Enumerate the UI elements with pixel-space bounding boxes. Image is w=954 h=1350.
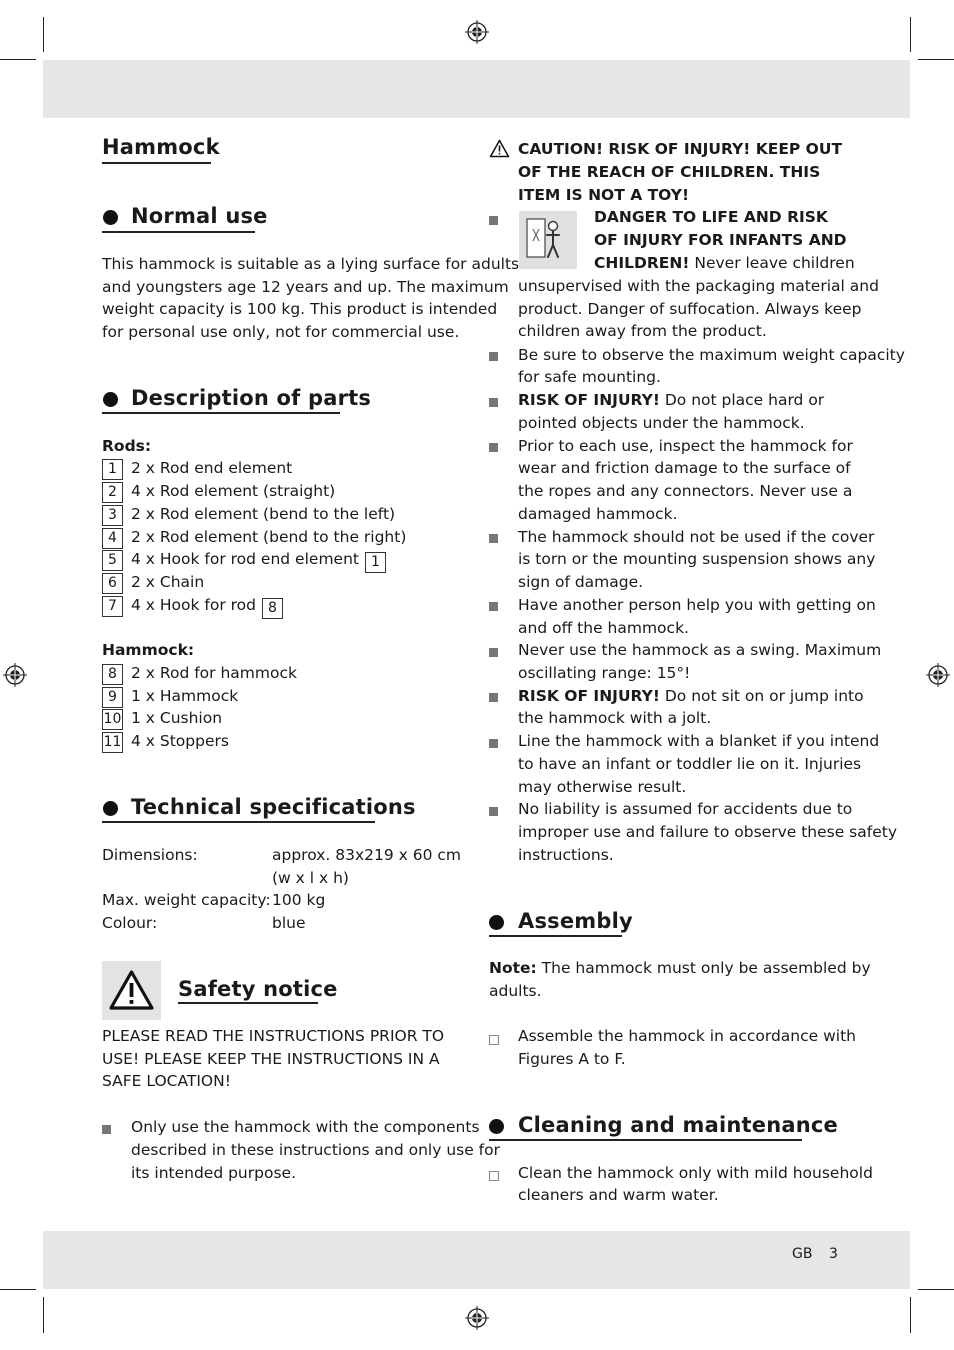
section-bullet-icon xyxy=(103,801,118,816)
section-heading-normal-use: Normal use xyxy=(131,204,268,228)
page-language: GB xyxy=(792,1246,813,1262)
rods-label: Rods: xyxy=(102,437,152,455)
section-bullet-icon xyxy=(489,915,504,930)
section-bullet-icon xyxy=(103,392,118,407)
part-reference: 8 xyxy=(262,598,283,619)
header-band xyxy=(43,60,910,118)
warning-triangle-icon xyxy=(102,961,161,1020)
section-heading-parts: Description of parts xyxy=(131,386,372,410)
section-heading-assembly: Assembly xyxy=(518,909,633,933)
title-underline xyxy=(102,162,211,164)
part-reference: 1 xyxy=(365,552,386,573)
crop-mark xyxy=(910,1297,911,1333)
crop-mark xyxy=(918,1289,954,1290)
heading-underline xyxy=(102,412,340,414)
crop-mark xyxy=(918,59,954,60)
heading-underline xyxy=(102,231,255,233)
page-title: Hammock xyxy=(102,135,220,159)
heading-underline xyxy=(178,1002,318,1004)
registration-mark-icon xyxy=(3,663,27,687)
crop-mark xyxy=(910,17,911,52)
crop-mark xyxy=(43,17,44,52)
section-bullet-icon xyxy=(489,1119,504,1134)
section-heading-safety: Safety notice xyxy=(178,977,338,1001)
bullet-square-icon xyxy=(102,1125,111,1134)
registration-mark-icon xyxy=(465,20,489,44)
caution-triangle-icon xyxy=(489,139,510,158)
heading-underline xyxy=(102,821,375,823)
heading-underline xyxy=(489,935,622,937)
crop-mark xyxy=(0,1289,36,1290)
section-heading-specs: Technical specifications xyxy=(131,795,416,819)
registration-mark-icon xyxy=(465,1306,489,1330)
heading-underline xyxy=(489,1139,802,1141)
child-warning-icon xyxy=(519,211,577,269)
step-checkbox-icon xyxy=(489,1035,499,1045)
hammock-label: Hammock: xyxy=(102,641,195,659)
registration-mark-icon xyxy=(926,663,950,687)
section-heading-cleaning: Cleaning and maintenance xyxy=(518,1113,838,1137)
footer-band xyxy=(43,1231,910,1289)
crop-mark xyxy=(0,59,36,60)
step-checkbox-icon xyxy=(489,1171,499,1181)
page-number: 3 xyxy=(829,1246,838,1262)
crop-mark xyxy=(43,1297,44,1333)
bullet-square-icon xyxy=(489,216,498,225)
section-bullet-icon xyxy=(103,210,118,225)
